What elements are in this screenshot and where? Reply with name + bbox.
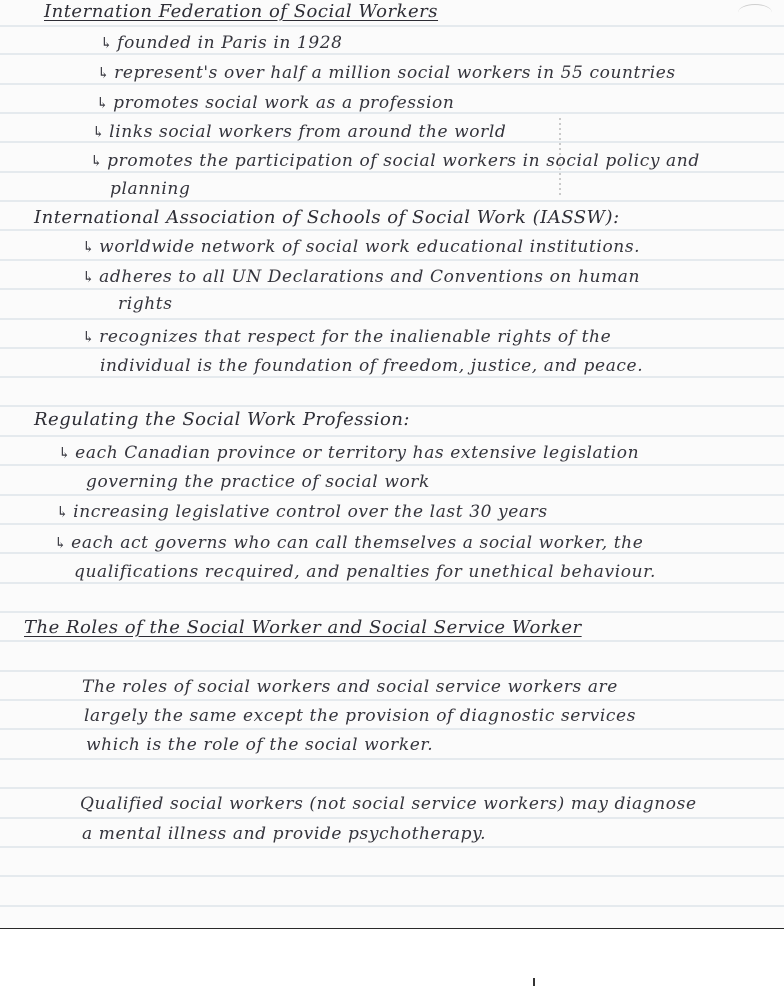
iassw-heading: International Association of Schools of Social Work (IASSW): — [34, 207, 620, 228]
iassw-bullet-continued: rights — [118, 294, 173, 314]
arrow-icon: ↳ — [90, 152, 104, 170]
regulating-bullet-continued: governing the practice of social work — [86, 472, 430, 492]
regulating-heading: Regulating the Social Work Profession: — [34, 409, 410, 430]
arrow-icon: ↳ — [82, 238, 96, 256]
roles-paragraph-line: The roles of social workers and social service workers are — [82, 677, 618, 697]
arrow-icon: ↳ — [92, 123, 106, 141]
roles-paragraph-line: largely the same except the provision of diagnostic services — [84, 706, 637, 726]
bottom-tick-mark — [533, 978, 535, 986]
arrow-icon: ↳ — [54, 534, 68, 552]
iassw-bullet: ↳ recognizes that respect for the inalienable rights of the — [82, 327, 612, 347]
roles-paragraph-line: Qualified social workers (not social service workers) may diagnose — [80, 794, 697, 814]
paper-smudge — [738, 4, 772, 21]
ifsw-bullet: ↳ promotes the participation of social workers in social policy and — [90, 151, 700, 171]
ifsw-bullet: ↳ promotes social work as a profession — [96, 93, 455, 113]
roles-paragraph-line: which is the role of the social worker. — [86, 735, 434, 755]
regulating-bullet: ↳ increasing legislative control over the last 30 years — [56, 502, 548, 522]
iassw-bullet: ↳ adheres to all UN Declarations and Conventions on human — [82, 267, 641, 287]
arrow-icon: ↳ — [82, 328, 96, 346]
roles-heading: The Roles of the Social Worker and Social Service Worker — [24, 617, 582, 638]
iassw-bullet: ↳ worldwide network of social work educational institutions. — [82, 237, 641, 257]
arrow-icon: ↳ — [97, 64, 111, 82]
arrow-icon: ↳ — [56, 503, 70, 521]
arrow-icon: ↳ — [82, 268, 96, 286]
ifsw-bullet: ↳ links social workers from around the world — [92, 122, 507, 142]
arrow-icon: ↳ — [58, 444, 72, 462]
arrow-icon: ↳ — [96, 94, 110, 112]
regulating-bullet: ↳ each Canadian province or territory has extensive legislation — [58, 443, 640, 463]
ifsw-heading: Internation Federation of Social Workers — [44, 1, 439, 22]
arrow-icon: ↳ — [100, 34, 114, 52]
regulating-bullet-continued: qualifications recquired, and penalties for unethical behaviour. — [74, 562, 656, 582]
ifsw-bullet: ↳ represent's over half a million social workers in 55 countries — [97, 63, 676, 83]
ifsw-bullet: ↳ founded in Paris in 1928 — [100, 33, 343, 53]
roles-paragraph-line: a mental illness and provide psychotherapy. — [82, 824, 487, 844]
ifsw-bullet-continued: planning — [110, 179, 191, 199]
bottom-margin-box — [0, 928, 784, 988]
regulating-bullet: ↳ each act governs who can call themselves a social worker, the — [54, 533, 644, 553]
iassw-bullet-continued: individual is the foundation of freedom, justice, and peace. — [100, 356, 644, 376]
